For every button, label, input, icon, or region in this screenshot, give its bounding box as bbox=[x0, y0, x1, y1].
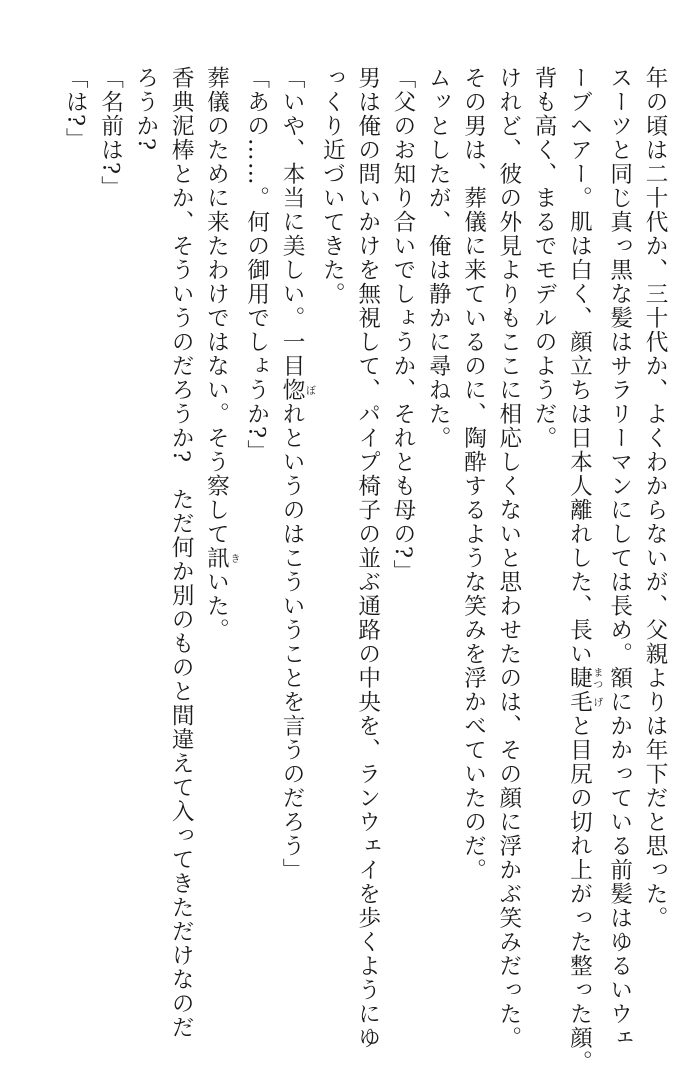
text-segment: ムッとしたが、俺は静かに尋ねた。 bbox=[425, 66, 452, 450]
text-segment: いた。 bbox=[203, 570, 230, 642]
ruby-reading: き bbox=[227, 546, 239, 570]
text-segment: 「名前は?」 bbox=[97, 66, 124, 200]
text-segment: 男は俺の問いかけを無視して、パイプ椅子の並ぶ通路の中央を、ランウェイを歩くようにゆ bbox=[354, 66, 381, 1050]
text-line bbox=[349, 66, 384, 1050]
text-line bbox=[198, 66, 238, 966]
ruby-reading: まつ bbox=[590, 666, 602, 690]
text-segment: ーブヘアー。肌は白く、顔立ちは日本人離れした、長い bbox=[566, 66, 593, 666]
ruby-reading: ぼ bbox=[303, 378, 315, 402]
text-line bbox=[274, 66, 314, 966]
text-segment: 香典泥棒とか、そういうのだろうか? ただ何か別のものと間違えて入ってきただけなのだ bbox=[168, 66, 195, 1040]
text-segment: けれど、彼の外見よりもここに相応しくないと思わせたのは、その顔に浮かぶ笑みだった。 bbox=[495, 66, 522, 1050]
ruby-base: 訊 bbox=[203, 546, 230, 570]
text-line bbox=[128, 66, 163, 966]
text-line bbox=[561, 66, 602, 1074]
text-segment: 「あの……。何の御用でしょうか?」 bbox=[243, 66, 270, 464]
text-line bbox=[163, 66, 198, 1040]
text-segment: 葬儀のために来たわけではない。そう察して bbox=[203, 66, 230, 546]
ruby-annotation bbox=[566, 690, 602, 714]
text-segment: れというのはこういうことを言うのだろう」 bbox=[279, 402, 306, 882]
text-line bbox=[420, 66, 455, 966]
text-line bbox=[455, 66, 490, 966]
text-segment: 年の頃は二十代か、三十代か、よくわからないが、父親よりは年下だと思った。 bbox=[642, 66, 668, 930]
text-segment: ろうか? bbox=[132, 66, 159, 152]
text-segment: その男は、葬儀に来ているのに、陶酔するような笑みを浮かべていたのだ。 bbox=[460, 66, 487, 882]
text-line bbox=[637, 66, 672, 966]
text-segment: 背も高く、まるでモデルのようだ。 bbox=[531, 66, 558, 450]
text-segment: と目尻の切れ上がった整った顔。 bbox=[566, 714, 593, 1074]
text-segment: スーツと同じ真っ黒な髪はサラリーマンにしては長め。額にかかっている前髪はゆるいウェ bbox=[606, 66, 633, 1050]
text-line bbox=[314, 66, 349, 966]
text-line bbox=[385, 66, 420, 966]
text-line bbox=[238, 66, 273, 966]
ruby-reading: げ bbox=[590, 690, 602, 714]
text-segment: 「いや、本当に美しい。一目 bbox=[279, 66, 306, 378]
ruby-annotation bbox=[279, 378, 315, 402]
text-line bbox=[92, 66, 127, 966]
ruby-base: 毛 bbox=[566, 690, 593, 714]
text-line bbox=[601, 66, 636, 1050]
text-line bbox=[491, 66, 526, 1050]
text-line bbox=[57, 66, 92, 966]
ruby-annotation bbox=[203, 546, 239, 570]
ruby-annotation bbox=[566, 666, 602, 690]
text-line bbox=[526, 66, 561, 966]
ruby-base: 睫 bbox=[566, 666, 593, 690]
text-segment: 「父のお知り合いでしょうか、それとも母の?」 bbox=[389, 66, 416, 584]
text-segment: 「は?」 bbox=[62, 66, 89, 152]
ruby-base: 惚 bbox=[279, 378, 306, 402]
text-segment: っくり近づいてきた。 bbox=[319, 66, 346, 306]
vertical-text-body bbox=[57, 66, 672, 1074]
